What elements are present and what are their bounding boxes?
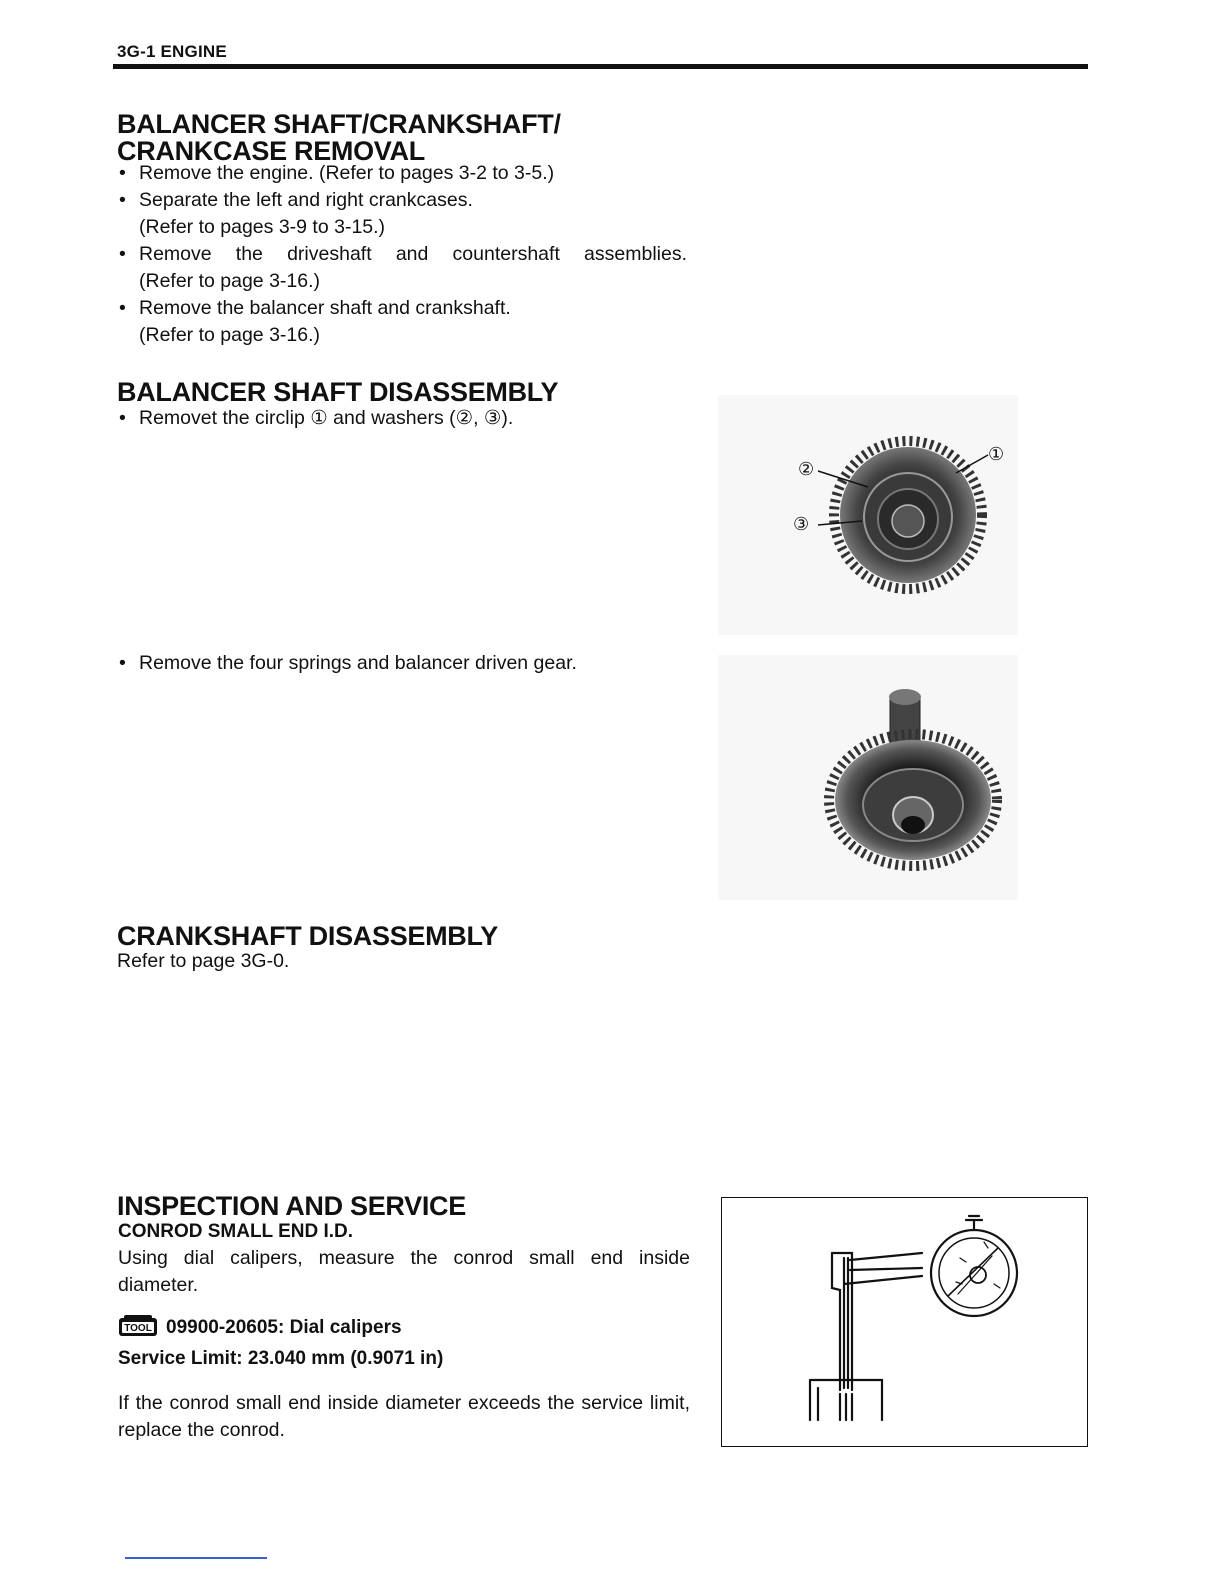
- section-title-inspection: INSPECTION AND SERVICE: [117, 1191, 466, 1221]
- list-item: • Remove the driveshaft and countershaft assemblies. (Refer to page 3-16.): [117, 241, 687, 295]
- subheading-conrod: CONROD SMALL END I.D.: [118, 1221, 354, 1242]
- service-limit: Service Limit: 23.040 mm (0.9071 in): [118, 1348, 444, 1369]
- dial-caliper-figure: [721, 1197, 1088, 1447]
- tool-icon: [118, 1315, 158, 1337]
- callout-3: ③: [793, 514, 810, 535]
- list-item: • Remove the balancer shaft and crankshaft. (Refer to page 3-16.): [117, 295, 687, 349]
- list-item: • Separate the left and right crankcases. (Refer to pages 3-9 to 3-15.): [117, 187, 687, 241]
- replace-paragraph: If the conrod small end inside diameter exceeds the service limit, replace the conrod.: [118, 1392, 690, 1441]
- section-title-line1: BALANCER SHAFT/CRANKSHAFT/: [117, 109, 561, 139]
- footer-rule: [125, 1557, 267, 1559]
- callout-2: ②: [798, 459, 815, 480]
- measure-paragraph: Using dial calipers, measure the conrod small end inside diameter.: [118, 1247, 690, 1296]
- balancer-steps-list-1: [117, 405, 687, 432]
- balancer-gear-photo: [718, 655, 1018, 900]
- tool-icon-label: TOOL: [124, 1323, 152, 1334]
- list-item: • Removet the circlip ① and washers (②, ③).: [117, 405, 687, 432]
- section-title-removal: [117, 111, 561, 165]
- list-item: • Remove the four springs and balancer driven gear.: [117, 650, 687, 677]
- page-header-label: 3G-1 ENGINE: [117, 42, 227, 61]
- callout-1: ①: [988, 444, 1005, 465]
- section-title-crankshaft-disassembly: CRANKSHAFT DISASSEMBLY: [117, 921, 498, 951]
- section-title-balancer-disassembly: BALANCER SHAFT DISASSEMBLY: [117, 377, 559, 407]
- tool-part-number: 09900-20605: Dial calipers: [166, 1317, 402, 1338]
- crankshaft-reference-text: Refer to page 3G-0.: [117, 950, 290, 972]
- list-item: • Remove the engine. (Refer to pages 3-2 to 3-5.): [117, 160, 687, 187]
- tool-line: [118, 1314, 402, 1342]
- circlip-washers-photo: [718, 395, 1018, 635]
- removal-steps-list: [117, 160, 687, 349]
- header-rule: [113, 64, 1088, 69]
- balancer-steps-list-2: [117, 650, 687, 677]
- section-title-line2: CRANKCASE REMOVAL: [117, 136, 425, 166]
